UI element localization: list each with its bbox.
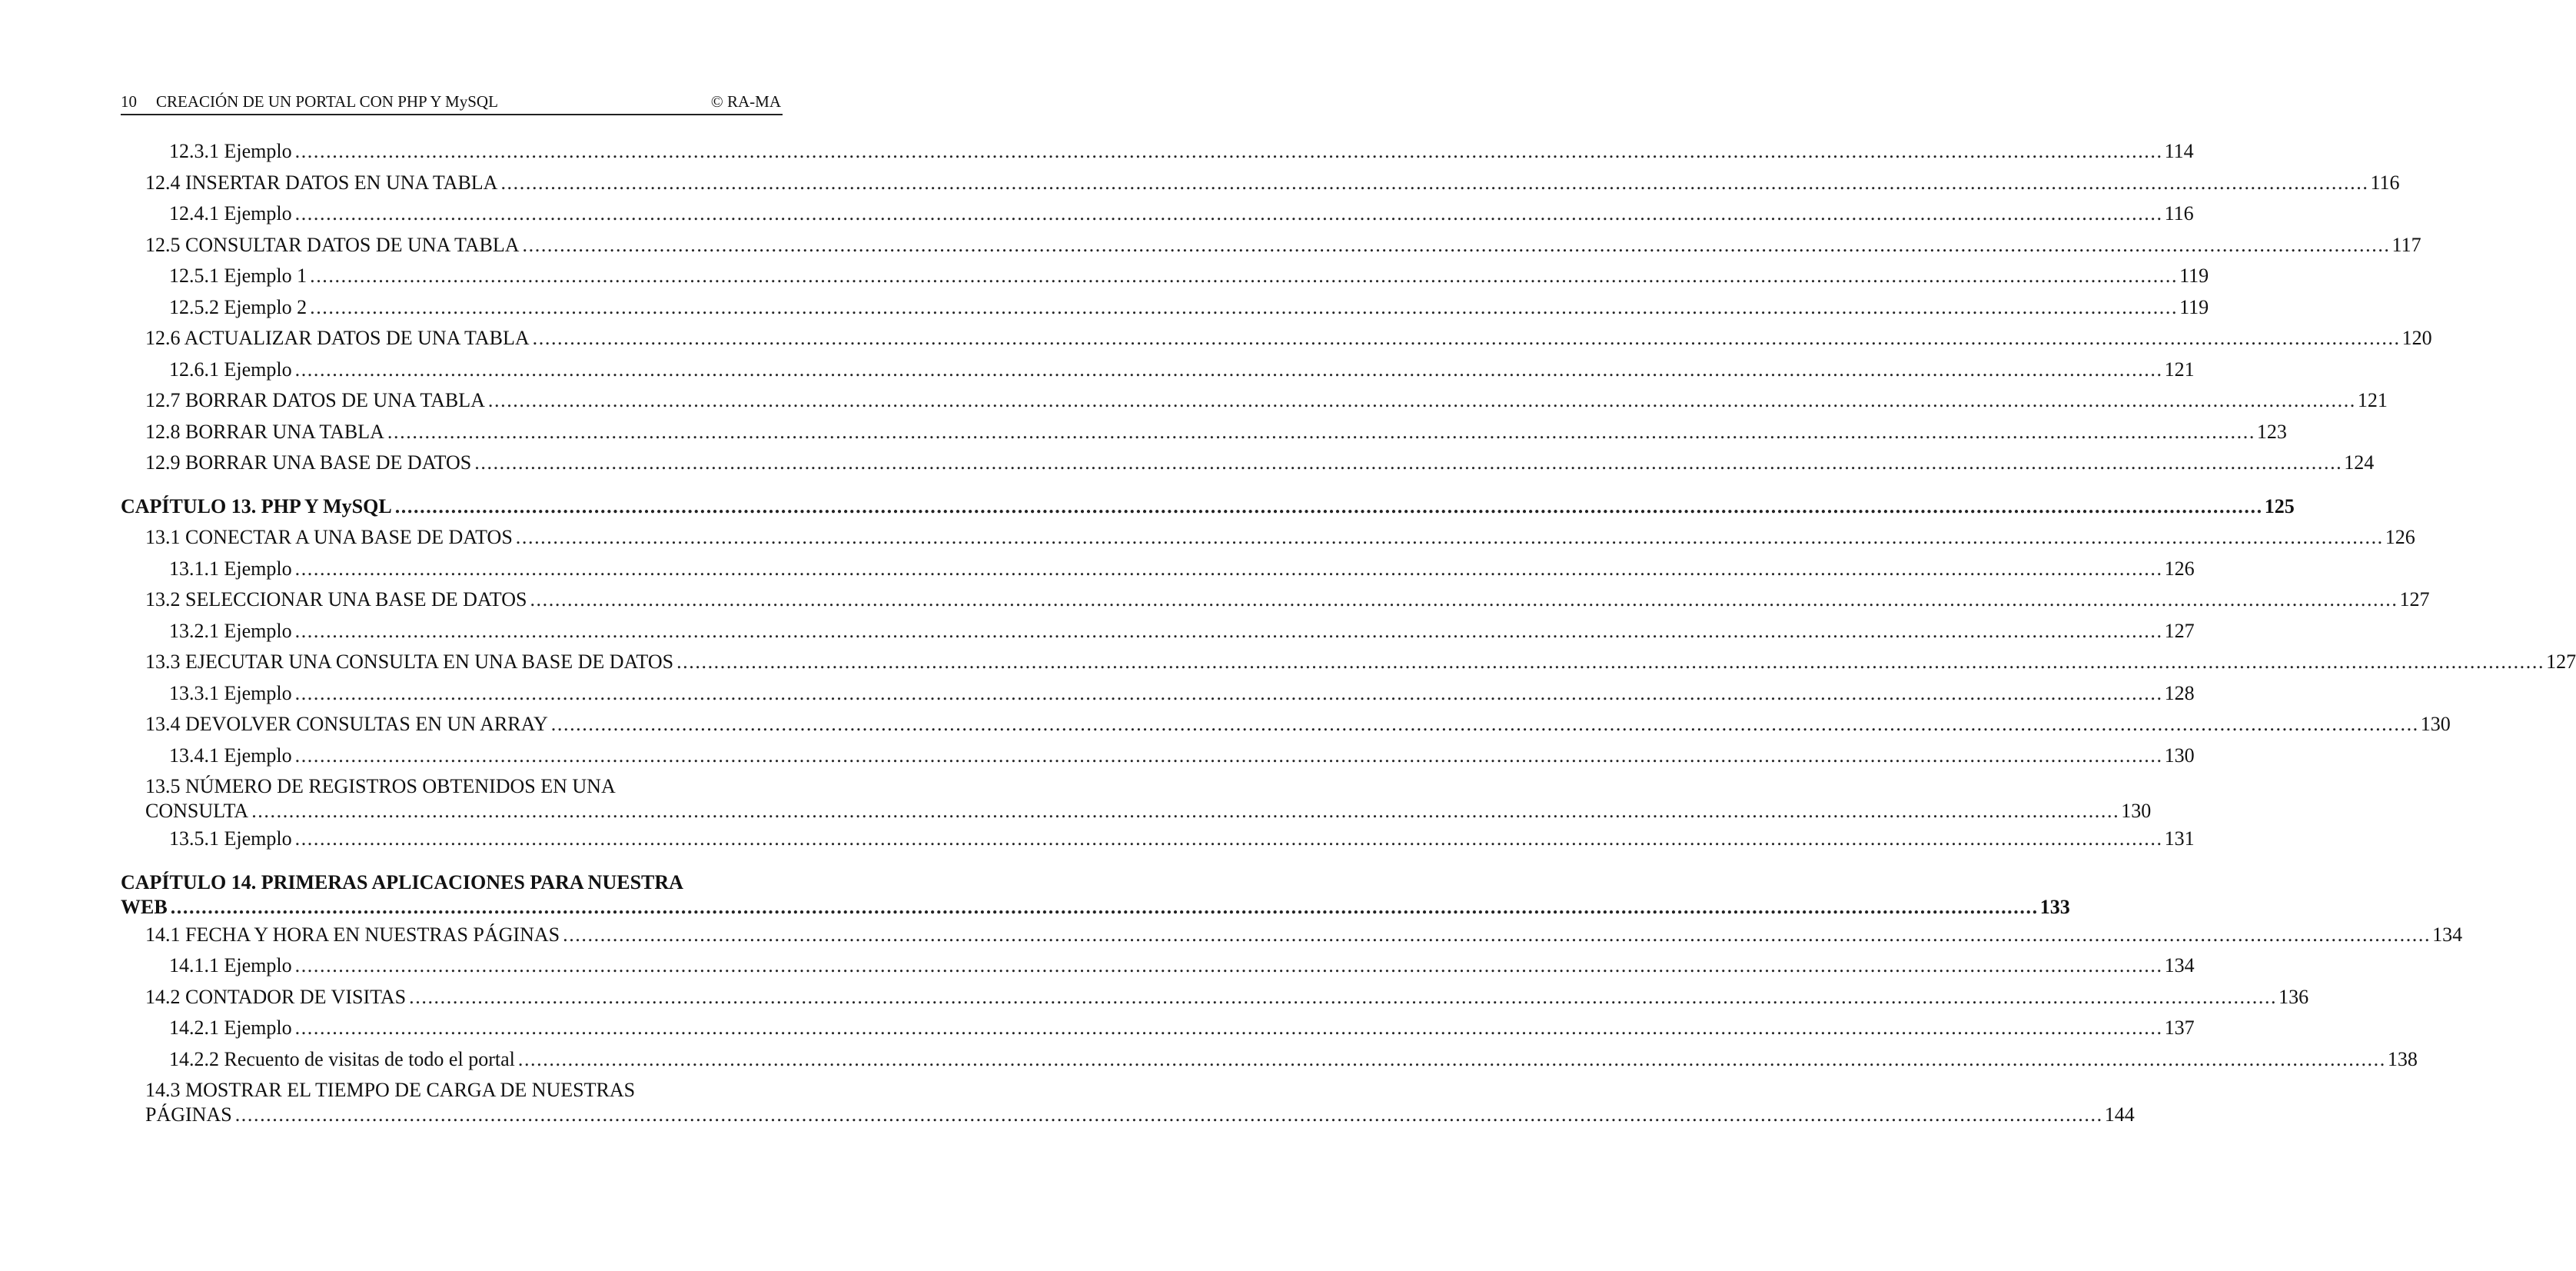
toc-entry-page: 133 xyxy=(2039,895,2070,918)
running-header xyxy=(121,89,783,115)
toc-entry[interactable] xyxy=(121,522,2415,554)
toc-entry-label-continued: WEB xyxy=(121,895,168,918)
dot-leader: ............................................................................................................................................................................................................................................................................................................ xyxy=(409,985,2278,1008)
dot-leader: ............................................................................................................................................................................................................................................................................................................ xyxy=(294,744,2163,767)
toc-entry-label-continued: CONSULTA xyxy=(145,800,249,822)
toc-entry-page: 127 xyxy=(2546,650,2576,673)
toc-entry-page: 120 xyxy=(2401,327,2432,349)
toc-entry-label: 13.1 CONECTAR A UNA BASE DE DATOS xyxy=(145,526,513,548)
dot-leader: ............................................................................................................................................................................................................................................................................................................ xyxy=(394,494,2263,517)
toc-entry-label: 12.5.1 Ejemplo 1 xyxy=(169,265,307,287)
toc-entry-label: 13.5.1 Ejemplo xyxy=(169,827,292,850)
toc-entry[interactable] xyxy=(121,709,2451,740)
toc-entry-page: 144 xyxy=(2104,1103,2135,1126)
toc-entry[interactable] xyxy=(121,417,2287,448)
toc-entry-page: 127 xyxy=(2164,619,2195,642)
toc-entry[interactable] xyxy=(121,1044,2418,1076)
dot-leader: ............................................................................................................................................................................................................................................................................................................ xyxy=(294,557,2163,580)
toc-chapter-entry[interactable] xyxy=(121,867,2070,920)
toc-entry-label: 13.3.1 Ejemplo xyxy=(169,681,292,704)
toc-entry[interactable] xyxy=(121,354,2195,386)
toc-entry-label: 12.5 CONSULTAR DATOS DE UNA TABLA xyxy=(145,233,520,256)
toc-entry[interactable] xyxy=(121,1013,2195,1044)
toc-entry-label: 14.2 CONTADOR DE VISITAS xyxy=(145,985,407,1008)
toc-entry[interactable] xyxy=(121,448,2375,479)
toc-entry-label: 12.4 INSERTAR DATOS EN UNA TABLA xyxy=(145,171,498,194)
dot-leader: ............................................................................................................................................................................................................................................................................................................ xyxy=(294,827,2163,850)
toc-entry-label: 14.1 FECHA Y HORA EN NUESTRAS PÁGINAS xyxy=(145,923,560,946)
toc-entry-line xyxy=(145,1103,2135,1127)
toc-entry-page: 119 xyxy=(2179,295,2209,318)
dot-leader: ............................................................................................................................................................................................................................................................................................................ xyxy=(474,451,2343,474)
toc-entry-label: 13.4.1 Ejemplo xyxy=(169,744,292,767)
toc-entry-page: 130 xyxy=(2164,744,2195,767)
dot-leader: ............................................................................................................................................................................................................................................................................................................ xyxy=(310,295,2179,318)
dot-leader: ............................................................................................................................................................................................................................................................................................................ xyxy=(517,1047,2386,1070)
toc-entry-label: 14.1.1 Ejemplo xyxy=(169,954,292,977)
toc-entry-page: 131 xyxy=(2164,827,2195,850)
dot-leader: ............................................................................................................................................................................................................................................................................................................ xyxy=(294,1016,2163,1039)
toc-entry-page: 124 xyxy=(2344,451,2375,474)
toc-entry-line xyxy=(121,895,2070,920)
toc-entry[interactable] xyxy=(121,292,2209,324)
toc-entry[interactable] xyxy=(121,920,2463,951)
toc-entry-page: 116 xyxy=(2164,202,2194,225)
toc-entry-label: 13.2 SELECCIONAR UNA BASE DE DATOS xyxy=(145,588,527,611)
toc-entry-page: 125 xyxy=(2264,494,2295,517)
toc-entry-label: CAPÍTULO 14. PRIMERAS APLICACIONES PARA NUESTRA xyxy=(121,870,683,893)
dot-leader: ............................................................................................................................................................................................................................................................................................................ xyxy=(487,389,2356,411)
dot-leader: ............................................................................................................................................................................................................................................................................................................ xyxy=(294,202,2163,225)
dot-leader: ............................................................................................................................................................................................................................................................................................................ xyxy=(563,923,2431,946)
toc-entry[interactable] xyxy=(121,198,2194,230)
toc-entry-page: 121 xyxy=(2164,358,2195,381)
dot-leader: ............................................................................................................................................................................................................................................................................................................ xyxy=(522,233,2391,256)
toc-entry-page: 117 xyxy=(2392,233,2421,256)
toc-entry[interactable] xyxy=(121,385,2388,417)
toc-entry-label: CAPÍTULO 13. PHP Y MySQL xyxy=(121,494,392,517)
toc-entry[interactable] xyxy=(121,168,2400,199)
toc-entry-label: 14.2.2 Recuento de visitas de todo el portal xyxy=(169,1047,515,1070)
toc-entry-label: 12.6 ACTUALIZAR DATOS DE UNA TABLA xyxy=(145,327,530,349)
toc-entry[interactable] xyxy=(121,678,2195,710)
dot-leader: ............................................................................................................................................................................................................................................................................................................ xyxy=(500,171,2369,194)
toc-entry-page: 126 xyxy=(2164,557,2195,580)
toc-entry-label: 12.6.1 Ejemplo xyxy=(169,358,292,381)
toc-entry[interactable] xyxy=(121,230,2421,261)
toc-entry-line xyxy=(145,799,2152,823)
toc-entry-page: 134 xyxy=(2164,954,2195,977)
toc-entry-label: 12.5.2 Ejemplo 2 xyxy=(169,295,307,318)
toc-entry-page: 119 xyxy=(2179,265,2209,287)
toc-entry-label: 13.2.1 Ejemplo xyxy=(169,619,292,642)
toc-entry[interactable] xyxy=(121,647,2576,678)
dot-leader: ............................................................................................................................................................................................................................................................................................................ xyxy=(515,526,2384,548)
dot-leader: ............................................................................................................................................................................................................................................................................................................ xyxy=(294,140,2163,162)
toc-entry-label: 14.3 MOSTRAR EL TIEMPO DE CARGA DE NUESTRAS xyxy=(145,1079,636,1101)
toc-entry-label: 14.2.1 Ejemplo xyxy=(169,1016,292,1039)
toc-entry-label: 12.9 BORRAR UNA BASE DE DATOS xyxy=(145,451,472,474)
dot-leader: ............................................................................................................................................................................................................................................................................................................ xyxy=(294,619,2163,642)
dot-leader: ............................................................................................................................................................................................................................................................................................................ xyxy=(294,954,2163,977)
toc-entry-label: 12.4.1 Ejemplo xyxy=(169,202,292,225)
toc-entry[interactable] xyxy=(121,554,2195,585)
book-title: CREACIÓN DE UN PORTAL CON PHP Y MySQL xyxy=(156,92,498,111)
toc-chapter-entry[interactable] xyxy=(121,491,2295,523)
page-number: 10 xyxy=(121,92,137,111)
toc-entry-page: 127 xyxy=(2399,588,2430,611)
toc-entry-page: 134 xyxy=(2432,923,2463,946)
toc-entry-page: 130 xyxy=(2121,800,2152,822)
publisher: © RA-MA xyxy=(710,92,781,111)
toc-entry-page: 138 xyxy=(2387,1047,2418,1070)
dot-leader: ............................................................................................................................................................................................................................................................................................................ xyxy=(387,420,2255,443)
dot-leader: ............................................................................................................................................................................................................................................................................................................ xyxy=(251,800,2120,822)
toc-entry[interactable] xyxy=(121,323,2432,354)
dot-leader: ............................................................................................................................................................................................................................................................................................................ xyxy=(234,1103,2103,1126)
dot-leader: ............................................................................................................................................................................................................................................................................................................ xyxy=(550,713,2419,735)
toc-entry-label: 13.4 DEVOLVER CONSULTAS EN UN ARRAY xyxy=(145,713,548,735)
toc-entry-label: 13.5 NÚMERO DE REGISTROS OBTENIDOS EN UNA xyxy=(145,775,616,797)
toc-entry-label: 12.8 BORRAR UNA TABLA xyxy=(145,420,384,443)
toc-entry[interactable] xyxy=(121,261,2209,292)
dot-leader: ............................................................................................................................................................................................................................................................................................................ xyxy=(676,650,2545,673)
dot-leader: ............................................................................................................................................................................................................................................................................................................ xyxy=(532,327,2401,349)
toc-entry-label: 12.3.1 Ejemplo xyxy=(169,140,292,162)
dot-leader: ............................................................................................................................................................................................................................................................................................................ xyxy=(170,895,2039,918)
toc-entry[interactable] xyxy=(121,982,2309,1013)
toc-entry-page: 123 xyxy=(2256,420,2287,443)
toc-entry-page: 130 xyxy=(2420,713,2451,735)
toc-entry-page: 126 xyxy=(2385,526,2415,548)
toc-entry-label: 13.3 EJECUTAR UNA CONSULTA EN UNA BASE DE DATOS xyxy=(145,650,674,673)
toc-entry-page: 116 xyxy=(2370,171,2400,194)
toc-entry[interactable] xyxy=(121,771,2152,823)
table-of-contents xyxy=(121,136,2576,1127)
toc-entry-page: 136 xyxy=(2279,985,2309,1008)
toc-entry[interactable] xyxy=(121,136,2194,168)
toc-entry-page: 137 xyxy=(2164,1016,2195,1039)
toc-entry-page: 121 xyxy=(2357,389,2388,411)
dot-leader: ............................................................................................................................................................................................................................................................................................................ xyxy=(294,681,2163,704)
toc-entry-page: 128 xyxy=(2164,681,2195,704)
toc-entry[interactable] xyxy=(121,584,2430,616)
toc-entry[interactable] xyxy=(121,823,2195,855)
dot-leader: ............................................................................................................................................................................................................................................................................................................ xyxy=(530,588,2398,611)
dot-leader: ............................................................................................................................................................................................................................................................................................................ xyxy=(294,358,2163,381)
toc-entry[interactable] xyxy=(121,616,2195,647)
toc-entry[interactable] xyxy=(121,740,2195,772)
toc-entry[interactable] xyxy=(121,1075,2135,1127)
toc-entry-label-continued: PÁGINAS xyxy=(145,1103,232,1126)
toc-entry-label: 12.7 BORRAR DATOS DE UNA TABLA xyxy=(145,389,485,411)
toc-entry-label: 13.1.1 Ejemplo xyxy=(169,557,292,580)
toc-entry-page: 114 xyxy=(2164,140,2194,162)
dot-leader: ............................................................................................................................................................................................................................................................................................................ xyxy=(310,265,2179,287)
toc-entry[interactable] xyxy=(121,950,2195,982)
